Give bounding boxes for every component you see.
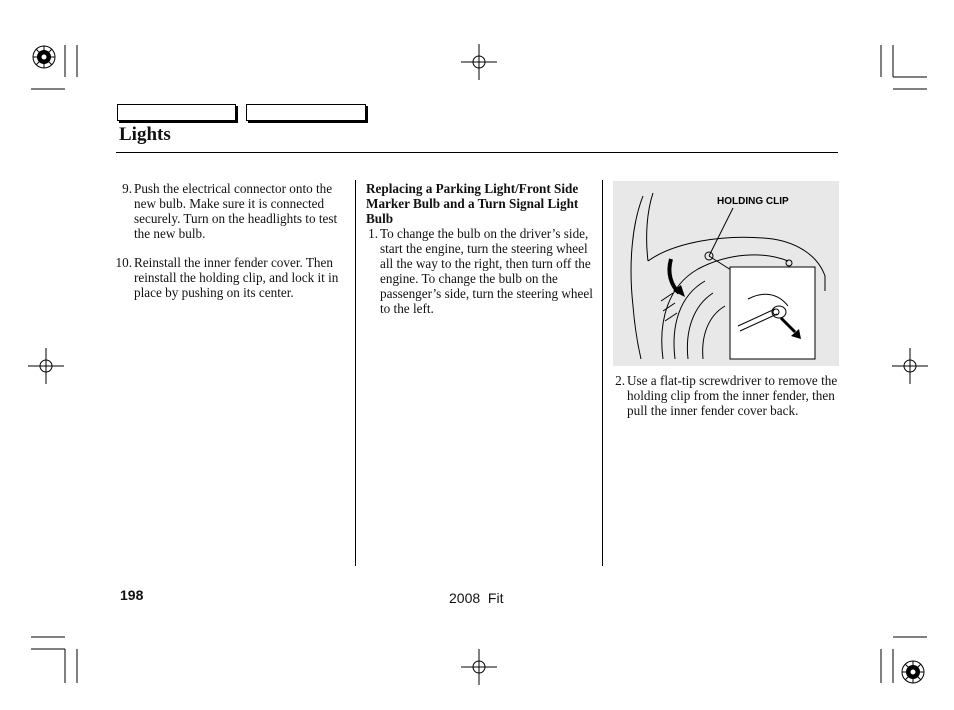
step-number: 10. <box>115 255 132 270</box>
header-tab-2 <box>246 104 366 121</box>
section-title: Lights <box>119 124 171 145</box>
step-9 <box>112 181 344 241</box>
figure-label-holding-clip: HOLDING CLIP <box>717 196 789 207</box>
step-10 <box>112 255 344 300</box>
column-divider <box>602 180 603 566</box>
left-column <box>112 181 344 314</box>
holding-clip-figure <box>613 181 839 366</box>
header-tab-1 <box>117 104 236 121</box>
sunburst-mark-icon <box>902 661 924 683</box>
fender-illustration <box>613 181 839 366</box>
step-2 <box>613 373 839 418</box>
step-number: 1. <box>368 226 378 241</box>
step-text: Push the electrical connector onto the new bulb. Make sure it is connected securely. Turn on the headlights to test the new bulb. <box>134 181 338 241</box>
sunburst-mark-icon <box>33 46 55 68</box>
step-1 <box>366 226 597 316</box>
title-rule <box>116 152 838 153</box>
step-number: 9. <box>122 181 132 196</box>
step-text: To change the bulb on the driver’s side, start the engine, turn the steering wheel all the way to the right, then turn off the engine. To change the bulb on the passenger’s side, turn the steering wheel to the left. <box>380 226 593 316</box>
middle-column <box>366 181 597 330</box>
right-column <box>613 373 839 432</box>
column-divider <box>355 180 356 566</box>
step-number: 2. <box>615 373 625 388</box>
step-text: Reinstall the inner fender cover. Then reinstall the holding clip, and lock it in place by pushing on its center. <box>134 255 339 300</box>
footer-model: 2008 Fit <box>449 590 504 606</box>
page-number: 198 <box>120 587 144 603</box>
step-text: Use a flat-tip screwdriver to remove the holding clip from the inner fender, then pull the inner fender cover back. <box>627 373 838 418</box>
procedure-heading: Replacing a Parking Light/Front Side Marker Bulb and a Turn Signal Light Bulb <box>366 181 579 226</box>
